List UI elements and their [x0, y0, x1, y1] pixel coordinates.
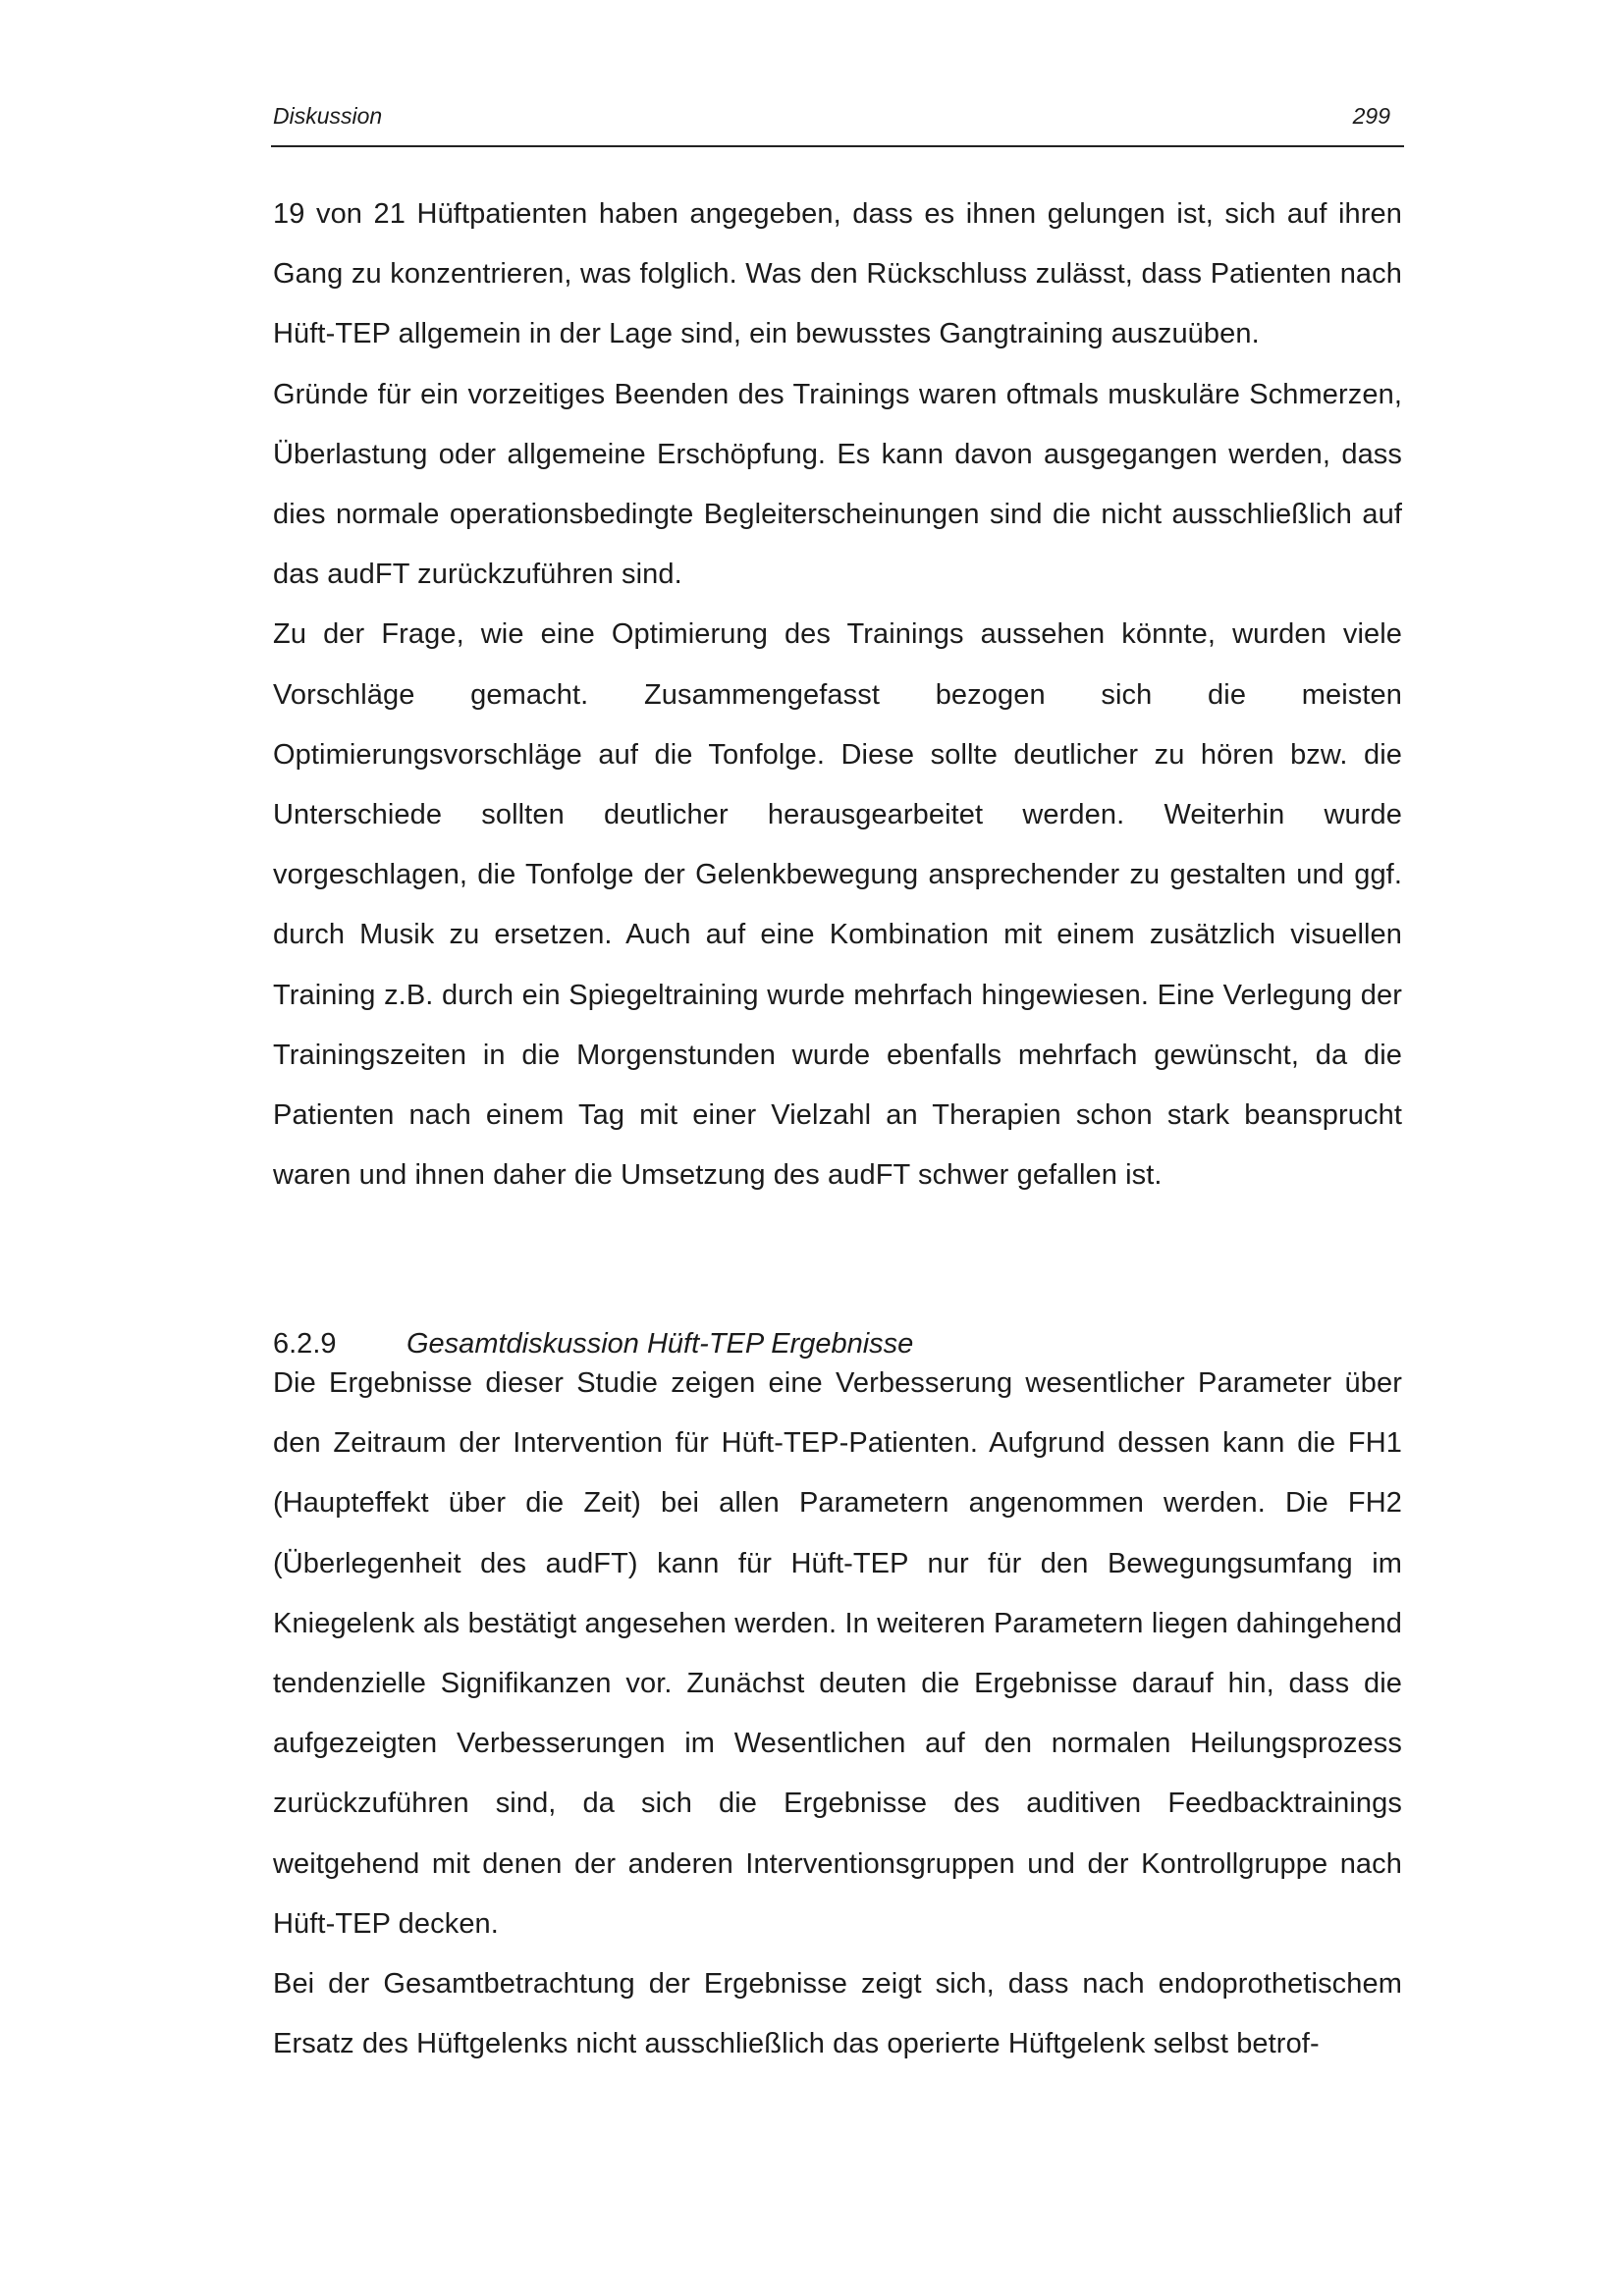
section-title: Gesamtdiskussion Hüft-TEP Ergebnisse: [406, 1328, 914, 1360]
paragraph: Die Ergebnisse dieser Studie zeigen eine Verbesserung wesentlicher Parameter über den Zeitraum der Intervention für Hüft-TEP-Patienten. Aufgrund dessen kann die FH1 (Haupteffekt über die Zeit) bei allen Parametern angenommen werden. Die FH2 (Überlegenheit des audFT) kann für Hüft-TEP nur für den Bewegungsumfang im Kniegelenk als bestätigt angesehen werden. In weiteren Parametern liegen dahingehend tendenzielle Signifikanzen vor. Zunächst deuten die Ergebnisse darauf hin, dass die aufgezeigten Verbesserungen im Wesentlichen auf den normalen Heilungsprozess zurückzuführen sind, da sich die Ergebnisse des auditiven Feedbacktrainings weitgehend mit denen der anderen Interventionsgruppen und der Kontrollgruppe nach Hüft-TEP decken.: [273, 1367, 1402, 1940]
body-text-block-1: [273, 185, 1402, 1205]
page-number: 299: [1352, 103, 1390, 129]
running-header: [271, 96, 1404, 147]
paragraph: Zu der Frage, wie eine Optimierung des Trainings aussehen könnte, wurden viele Vorschläge gemacht. Zusammengefasst bezogen sich die meisten Optimierungsvorschläge auf die Tonfolge. Diese sollte deutlicher zu hören bzw. die Unterschiede sollten deutlicher herausgearbeitet werden. Weiterhin wurde vorgeschlagen, die Tonfolge der Gelenkbewegung ansprechender zu gestalten und ggf. durch Musik zu ersetzen. Auch auf eine Kombination mit einem zusätzlich visuellen Training z.B. durch ein Spiegeltraining wurde mehrfach hingewiesen. Eine Verlegung der Trainingszeiten in die Morgenstunden wurde ebenfalls mehrfach gewünscht, da die Patienten nach einem Tag mit einer Vielzahl an Therapien schon stark beansprucht waren und ihnen daher die Umsetzung des audFT schwer gefallen ist.: [273, 618, 1402, 1192]
paragraph: 19 von 21 Hüftpatienten haben angegeben, dass es ihnen gelungen ist, sich auf ihren Gang zu konzentrieren, was folglich. Was den Rückschluss zulässt, dass Patienten nach Hüft-TEP allgemein in der Lage sind, ein bewusstes Gangtraining auszuüben.: [273, 198, 1402, 350]
body-text-block-2: [273, 1354, 1402, 2074]
paragraph: Bei der Gesamtbetrachtung der Ergebnisse zeigt sich, dass nach endoprothetischem Ersatz des Hüftgelenks nicht ausschließlich das operierte Hüftgelenk selbst betrof-: [273, 1968, 1402, 2060]
section-number: 6.2.9: [273, 1328, 337, 1360]
paragraph: Gründe für ein vorzeitiges Beenden des Trainings waren oftmals muskuläre Schmerzen, Überlastung oder allgemeine Erschöpfung. Es kann davon ausgegangen werden, dass dies normale operationsbedingte Begleiterscheinungen sind die nicht ausschließlich auf das audFT zurückzuführen sind.: [273, 378, 1402, 591]
header-section-name: Diskussion: [273, 103, 383, 129]
